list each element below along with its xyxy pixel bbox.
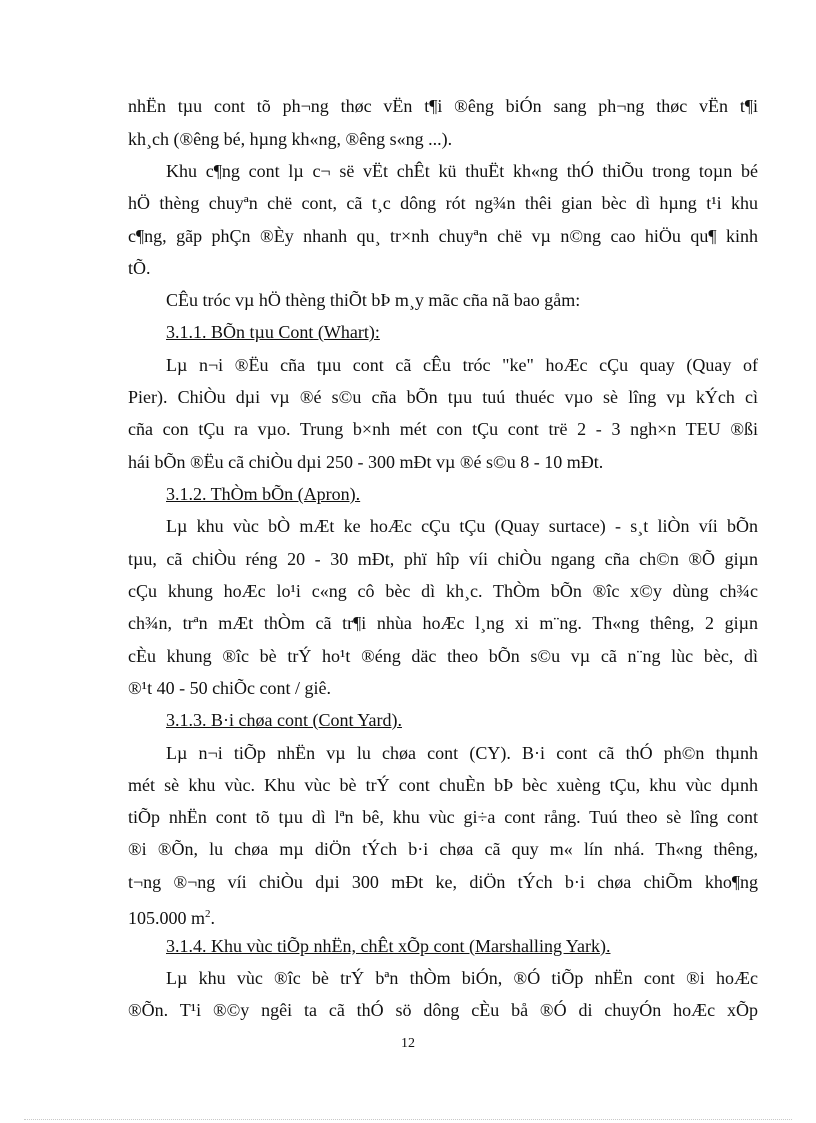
body-line: tÕ. (128, 258, 151, 278)
body-line: mét sè khu vùc. Khu vùc bè trÝ cont chuÈn bÞ bèc xuèng tÇu, khu vùc dµnh (128, 775, 758, 795)
body-line: cña con tÇu ra vµo. Trung b×nh mét con tÇu cont trë 2 - 3 ngh×n TEU ®ßi (128, 419, 758, 439)
body-line: Pier). ChiÒu dµi vµ ®é s©u cña bÕn tµu tuú thuéc vµo sè lîng vµ kÝch cì (128, 387, 758, 407)
body-line: Lµ n¬i tiÕp nhËn vµ lu chøa cont (CY). B·i cont cã thÓ ph©n thµnh (166, 743, 758, 763)
body-line: ch¾n, trªn mÆt thÒm cã tr¶i nhùa hoÆc l¸ng xi m¨ng. Th«ng thêng, 2 giµn (128, 613, 758, 633)
body-line: ®Õn. T¹i ®©y ngêi ta cã thÓ sö dông cÈu bå ®Ó di chuyÓn hoÆc xÕp (128, 1000, 758, 1020)
body-line: cÇu khung hoÆc lo¹i c«ng cô bèc dì kh¸c. ThÒm bÕn ®îc x©y dùng ch¾c (128, 581, 758, 601)
body-line: hái bÕn ®Ëu cã chiÒu dµi 250 - 300 mÐt vµ ®é s©u 8 - 10 mÐt. (128, 452, 604, 472)
body-line: ®¹t 40 - 50 chiÕc cont / giê. (128, 678, 332, 698)
body-line: Lµ khu vùc ®îc bè trÝ bªn thÒm biÓn, ®Ó tiÕp nhËn cont ®i hoÆc (166, 968, 758, 988)
body-line: Lµ n¬i ®Ëu cña tµu cont cã cÊu tróc "ke" hoÆc cÇu quay (Quay of (166, 355, 758, 375)
section-heading: 3.1.4. Khu vùc tiÕp nhËn, chÊt xÕp cont (Marshalling Yark). (166, 936, 611, 956)
body-line: Lµ khu vùc bÒ mÆt ke hoÆc cÇu tÇu (Quay surtace) - s¸t liÒn víi bÕn (166, 516, 758, 536)
body-line (128, 903, 215, 929)
section-heading: 3.1.3. B·i chøa cont (Cont Yard). (166, 710, 402, 730)
body-line: c¶ng, gãp phÇn ®Èy nhanh qu¸ tr×nh chuyªn chë vµ n©ng cao hiÖu qu¶ kinh (128, 226, 758, 246)
body-line: Khu c¶ng cont lµ c¬ së vËt chÊt kü thuËt kh«ng thÓ thiÕu trong toµn bé (166, 161, 758, 181)
body-line: cÈu khung ®îc bè trÝ ho¹t ®éng däc theo bÕn s©u vµ cã n¨ng lùc bèc, dì (128, 646, 758, 666)
page-bottom-rule (24, 1119, 792, 1120)
body-line: CÊu tróc vµ hÖ thèng thiÕt bÞ m¸y mãc cña nã bao gåm: (166, 290, 581, 310)
area-value: 105.000 m (128, 908, 206, 928)
body-line: ®i ®Õn, lu chøa mµ diÖn tÝch b·i chøa cã quy m« lín nhá. Th«ng thêng, (128, 839, 758, 859)
body-line: t¬ng ®¬ng víi chiÒu dµi 300 mÐt ke, diÖn tÝch b·i chøa chiÕm kho¶ng (128, 872, 758, 892)
body-line: tiÕp nhËn cont tõ tµu dì lªn bê, khu vùc gi÷a cont rång. Tuú theo sè lîng cont (128, 807, 758, 827)
body-line: hÖ thèng chuyªn chë cont, cã t¸c dông rót ng¾n thêi gian bèc dì hµng t¹i khu (128, 193, 758, 213)
period: . (210, 908, 216, 928)
superscript: 2 (205, 908, 211, 920)
page-number: 12 (401, 1036, 415, 1051)
section-heading: 3.1.2. ThÒm bÕn (Apron). (166, 484, 361, 504)
section-heading: 3.1.1. BÕn tµu Cont (Whart): (166, 322, 380, 342)
body-line: nhËn tµu cont tõ ph¬ng thøc vËn t¶i ®êng biÓn sang ph¬ng thøc vËn t¶i (128, 96, 758, 116)
body-line: tµu, cã chiÒu réng 20 - 30 mÐt, phï hîp víi chiÒu ngang cña ch©n ®Õ giµn (128, 549, 758, 569)
body-line: kh¸ch (®êng bé, hµng kh«ng, ®êng s«ng ...). (128, 129, 453, 149)
